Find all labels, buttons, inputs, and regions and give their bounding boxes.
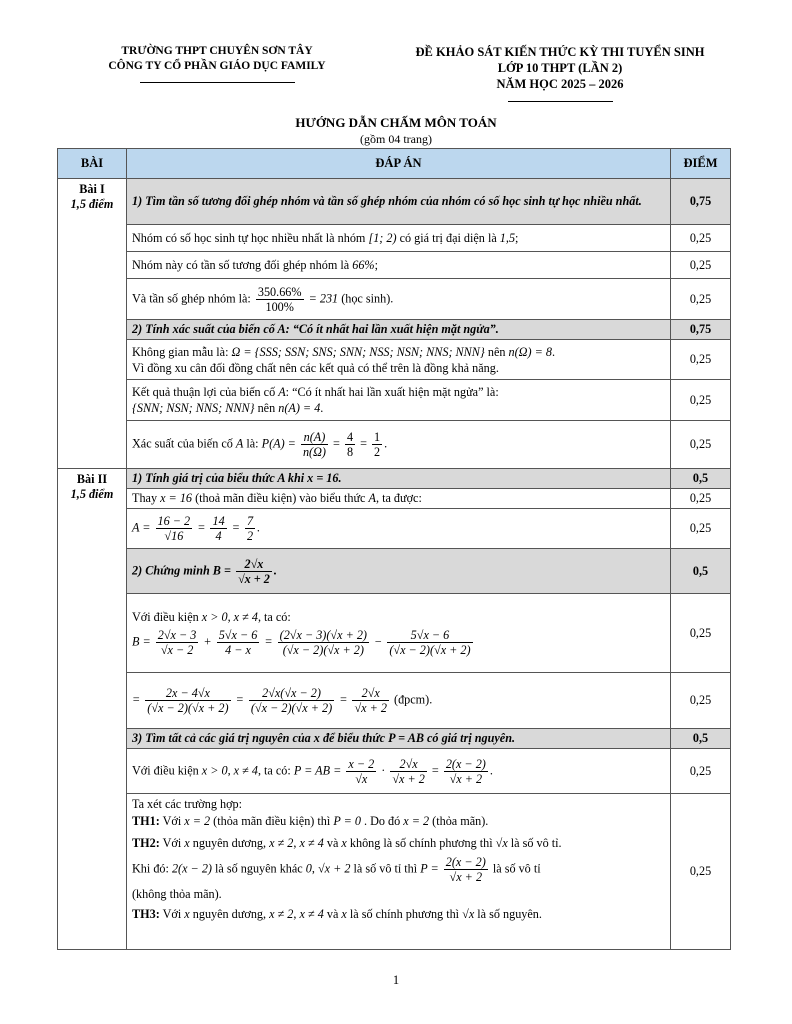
- bai2-q1-points: 0,5: [671, 469, 731, 489]
- bai2-q1: 1) Tính giá trị của biểu thức A khi x = 16.: [127, 469, 671, 489]
- bai2-q3: 3) Tìm tất cả các giá trị nguyên của x để biểu thức P = AB có giá trị nguyên.: [127, 729, 671, 749]
- page-title: HƯỚNG DẪN CHẤM MÔN TOÁN: [295, 115, 497, 130]
- bai2-score: 1,5 điểm: [70, 487, 114, 501]
- bai1-name: Bài I: [79, 182, 105, 196]
- bai1-q1-points: 0,75: [671, 179, 731, 225]
- bai2-label-cell: [58, 469, 127, 950]
- bai1-q2: 2) Tính xác suất của biến cố A: “Có ít nhất hai lần xuất hiện mặt ngửa”.: [127, 320, 671, 340]
- exam-header: [382, 44, 738, 92]
- school-name: TRƯỜNG THPT CHUYÊN SƠN TÂY: [121, 45, 313, 57]
- bai2-row3-points: 0,25: [671, 594, 731, 673]
- exam-line-3: NĂM HỌC 2025 – 2026: [496, 77, 624, 91]
- bai1-q2-points: 0,75: [671, 320, 731, 340]
- bai1-row4: Không gian mẫu là: Ω = {SSS; SSN; SNS; SNN; NSS; NSN; NNS; NNN} nên n(Ω) = 8. Vì đồng xu cân đối đồng chất nên các kết quả có thể trên là đồng khả năng.: [127, 340, 671, 380]
- bai2-name: Bài II: [76, 472, 108, 486]
- bai1-score: 1,5 điểm: [70, 197, 114, 211]
- col-answer-header: ĐÁP ÁN: [127, 149, 671, 179]
- company-name: CÔNG TY CỔ PHẦN GIÁO DỤC FAMILY: [108, 60, 326, 72]
- bai1-row3: Và tần số ghép nhóm là: $\frac{350.66\%}{100\%}$ = 231 (học sinh).: [127, 279, 671, 320]
- bai1-row5: Kết quả thuận lợi của biến cố A: “Có ít nhất hai lần xuất hiện mặt ngửa” là: {SNN; NSN; NNS; NNN} nên n(A) = 4.: [127, 380, 671, 421]
- bai1-row2-points: 0,25: [671, 252, 731, 279]
- bai1-row2: Nhóm này có tần số tương đối ghép nhóm là 66%;: [127, 252, 671, 279]
- bai2-row6-points: 0,25: [671, 794, 731, 950]
- bai2-row5-points: 0,25: [671, 749, 731, 794]
- exam-line-1: ĐỀ KHẢO SÁT KIẾN THỨC KỲ THI TUYỂN SINH: [415, 45, 705, 59]
- page-subtitle: (gồm 04 trang): [360, 132, 432, 146]
- bai1-row3-points: 0,25: [671, 279, 731, 320]
- bai1-row6: Xác suất của biến cố A là: P(A) = $\frac{n(A)}{n(\Omega)}$ = $\frac{4}{8}$ = $\frac{1}{2}$ .: [127, 421, 671, 469]
- fraction: $\frac{350.66\%}{100\%}$: [257, 284, 302, 314]
- bai2-row1-points: 0,25: [671, 489, 731, 509]
- header-rule-right: [508, 101, 613, 102]
- bai1-row5-points: 0,25: [671, 380, 731, 421]
- bai1-row1-points: 0,25: [671, 225, 731, 252]
- bai1-row4-points: 0,25: [671, 340, 731, 380]
- bai1-label-cell: [58, 179, 127, 469]
- header-rule-left: [140, 82, 295, 83]
- bai2-row2: A = $\frac{16 - 2}{√16}$ = $\frac{14}{4}$ = $\frac{7}{2}$ .: [127, 509, 671, 549]
- col-points-header: ĐIỂM: [671, 149, 731, 179]
- bai2-q2: 2) Chứng minh B = $\frac{2√x}{√x + 2}$ .: [127, 549, 671, 594]
- page-number: 1: [392, 973, 400, 987]
- col-bai-header: BÀI: [58, 149, 127, 179]
- bai1-q1: 1) Tìm tần số tương đối ghép nhóm và tần số ghép nhóm của nhóm có số học sinh tự học nhiều nhất.: [127, 179, 671, 225]
- school-header: [62, 44, 372, 74]
- grading-table: [57, 148, 731, 950]
- bai2-row3: Với điều kiện x > 0, x ≠ 4, ta có: B = $\frac{2√x - 3}{√x - 2}$ + $\frac{5√x - 6}{4 - x}$ = $\frac{(2√x - 3)(√x + 2)}{(√x - 2)(√x + 2)}$ − $\frac{5√x - 6}{(√x - 2)(√x + 2)}$: [127, 594, 671, 673]
- bai2-q3-points: 0,5: [671, 729, 731, 749]
- bai2-row4: = $\frac{2x - 4√x}{(√x - 2)(√x + 2)}$ = $\frac{2√x(√x - 2)}{(√x - 2)(√x + 2)}$ = $\frac{2√x}{√x + 2}$ (đpcm).: [127, 673, 671, 729]
- bai1-row6-points: 0,25: [671, 421, 731, 469]
- bai2-row1: Thay x = 16 (thoả mãn điều kiện) vào biểu thức A, ta được:: [127, 489, 671, 509]
- bai2-row5: Với điều kiện x > 0, x ≠ 4, ta có: P = AB = $\frac{x - 2}{√x}$ · $\frac{2√x}{√x + 2}$ = $\frac{2(x - 2)}{√x + 2}$ .: [127, 749, 671, 794]
- bai2-row2-points: 0,25: [671, 509, 731, 549]
- exam-line-2: LỚP 10 THPT (LẦN 2): [497, 61, 623, 75]
- bai2-q2-points: 0,5: [671, 549, 731, 594]
- bai1-row1: Nhóm có số học sinh tự học nhiều nhất là nhóm [1; 2) có giá trị đại diện là 1,5;: [127, 225, 671, 252]
- bai2-row4-points: 0,25: [671, 673, 731, 729]
- bai2-row6: Ta xét các trường hợp: TH1: Với x = 2 (thỏa mãn điều kiện) thì P = 0 . Do đó x = 2 (thỏa mãn). TH2: Với x nguyên dương, x ≠ 2, x ≠ 4 và x không là số chính phương thì √x là số vô tỉ. Khi đó: 2(x − 2) là số nguyên khác 0, √x + 2 là số vô tỉ thì P = $\frac{2(x - 2)}{√x + 2}$ là số vô tỉ (không thỏa mãn). TH3: Với x nguyên dương, x ≠ 2, x ≠ 4 và x là số chính phương thì √x là số nguyên.: [127, 794, 671, 950]
